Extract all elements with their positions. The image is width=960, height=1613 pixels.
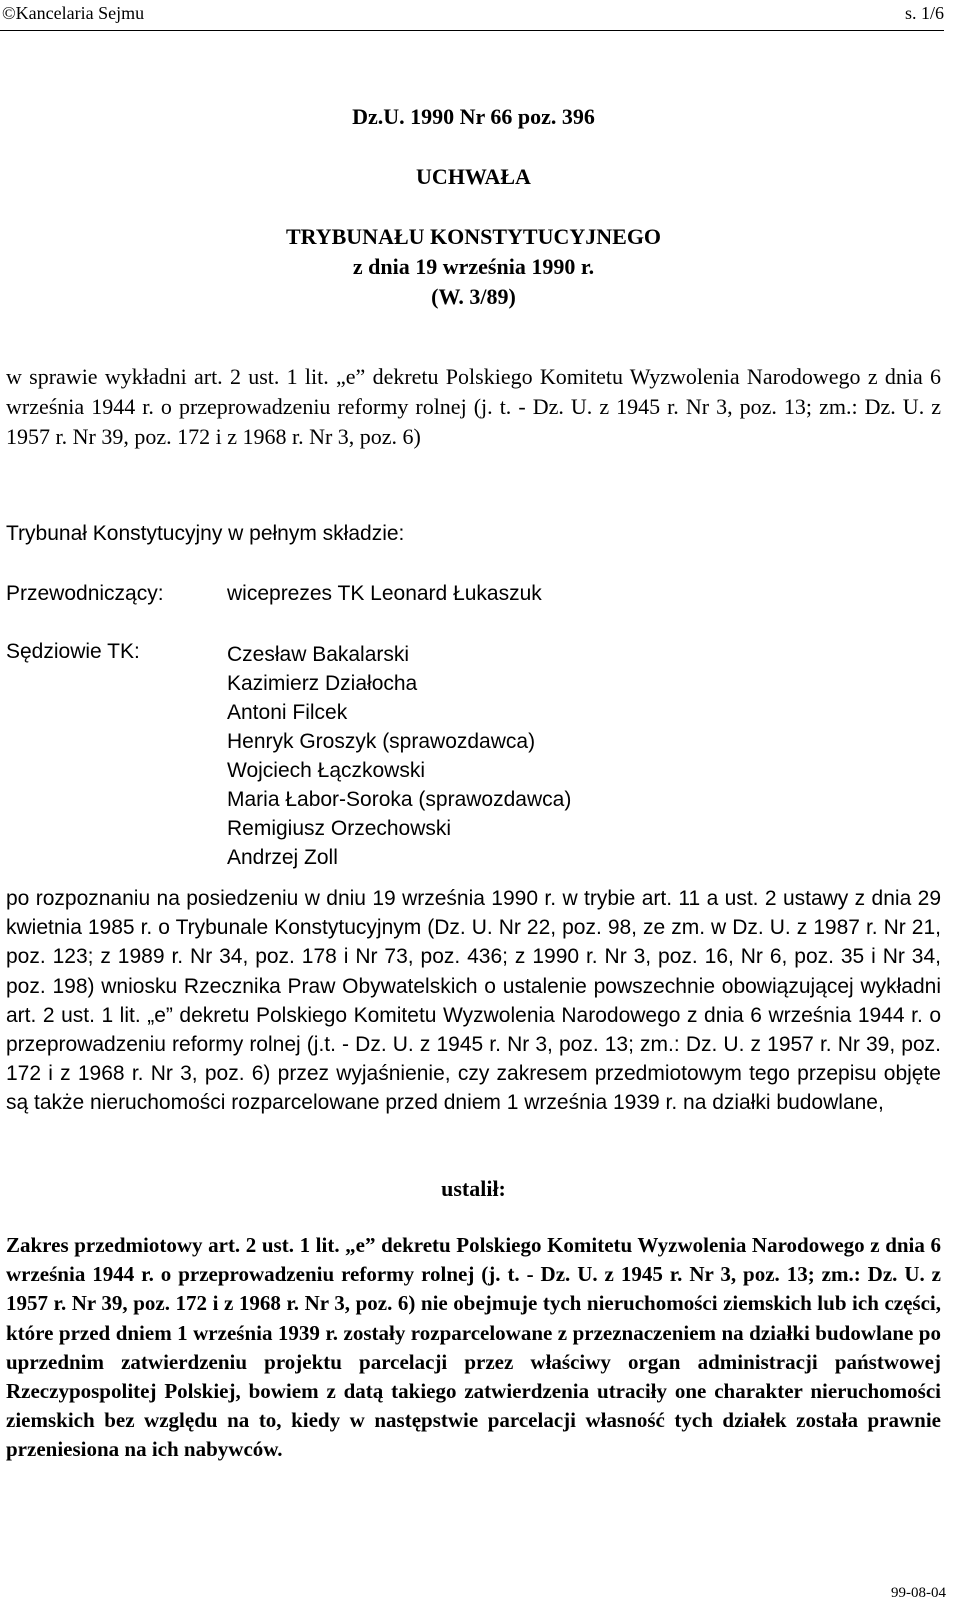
page-number: s. 1/6 (904, 3, 944, 23)
judges-list (227, 640, 571, 872)
judge-name: Remigiusz Orzechowski (227, 817, 452, 840)
footer-date: 99-08-04 (891, 1585, 946, 1601)
ruling-paragraph: Zakres przedmiotowy art. 2 ust. 1 lit. „e” dekretu Polskiego Komitetu Wyzwolenia Narodowego z dnia 6 września 1944 r. o przeprowadzeniu reformy rolnej (j. t. - Dz. U. z 1945 r. Nr 3, poz. 13; zm.: Dz. U. z 1957 r. Nr 39, poz. 172 i z 1968 r. Nr 3, poz. 6) nie obejmuje tych nieruchomości ziemskich lub ich części, które przed dniem 1 września 1939 r. zostały rozparcelowane z przeznaczeniem na działki budowlane po uprzednim zatwierdzeniu projektu parcelacji przez właściwy organ administracji państwowej Rzeczypospolitej Polskiej, bowiem z datą takiego zatwierdzenia utraciły one charakter nieruchomości ziemskich bez względu na to, kiedy w następstwie parcelacji własność tych działek została prawnie przeniesiona na ich nabywców. (6, 1233, 941, 1462)
copyright-label: ©Kancelaria Sejmu (2, 3, 145, 23)
court-composition-label: Trybunał Konstytucyjny w pełnym składzie: (6, 522, 405, 545)
judge-name: Kazimierz Działocha (227, 672, 418, 695)
judge-name: Antoni Filcek (227, 701, 348, 724)
proceedings-paragraph: po rozpoznaniu na posiedzeniu w dniu 19 września 1990 r. w trybie art. 11 a ust. 2 ustawy z dnia 29 kwietnia 1985 r. o Trybunale Konstytucyjnym (Dz. U. Nr 22, poz. 98, ze zm. w Dz. U. z 1987 r. Nr 21, poz. 123; z 1989 r. Nr 34, poz. 178 i Nr 73, poz. 436; z 1990 r. Nr 3, poz. 16, Nr 6, poz. 35 i Nr 34, poz. 198) wniosku Rzecznika Praw Obywatelskich o ustalenie powszechnie obowiązującej wykładni art. 2 ust. 1 lit. „e” dekretu Polskiego Komitetu Wyzwolenia Narodowego z dnia 6 września 1944 r. o przeprowadzeniu reformy rolnej (j.t. - Dz. U. z 1945 r. Nr 3, poz. 13; zm.: Dz. U. z 1957 r. Nr 39, poz. 172 i z 1968 r. Nr 3, poz. 6) przez wyjaśnienie, czy zakresem przedmiotowym tego przepisu objęte są także nieruchomości rozparcelowane przed dniem 1 września 1939 r. na działki budowlane, (6, 887, 941, 1115)
chair-name: wiceprezes TK Leonard Łukaszuk (227, 582, 542, 605)
chair-label: Przewodniczący: (6, 582, 164, 605)
document-type: UCHWAŁA (416, 164, 531, 189)
subject-paragraph: w sprawie wykładni art. 2 ust. 1 lit. „e” dekretu Polskiego Komitetu Wyzwolenia Narodowego z dnia 6 września 1944 r. o przeprowadzeniu reformy rolnej (j. t. - Dz. U. z 1945 r. Nr 3, poz. 13; zm.: Dz. U. z 1957 r. Nr 39, poz. 172 i z 1968 r. Nr 3, poz. 6) (6, 364, 941, 449)
document-date: z dnia 19 września 1990 r. (352, 254, 595, 279)
judge-name: Henryk Groszyk (sprawozdawca) (227, 730, 536, 753)
journal-reference: Dz.U. 1990 Nr 66 poz. 396 (352, 104, 595, 129)
judge-name: Wojciech Łączkowski (227, 759, 426, 782)
case-number: (W. 3/89) (431, 284, 516, 309)
issuer: TRYBUNAŁU KONSTYTUCYJNEGO (285, 224, 662, 249)
judge-name: Czesław Bakalarski (227, 643, 410, 666)
judge-name: Maria Łabor-Soroka (sprawozdawca) (227, 788, 572, 811)
page-header (0, 0, 944, 31)
judge-name: Andrzej Zoll (227, 846, 338, 869)
judges-label: Sędziowie TK: (6, 640, 140, 663)
decision-heading: ustalił: (441, 1176, 506, 1201)
